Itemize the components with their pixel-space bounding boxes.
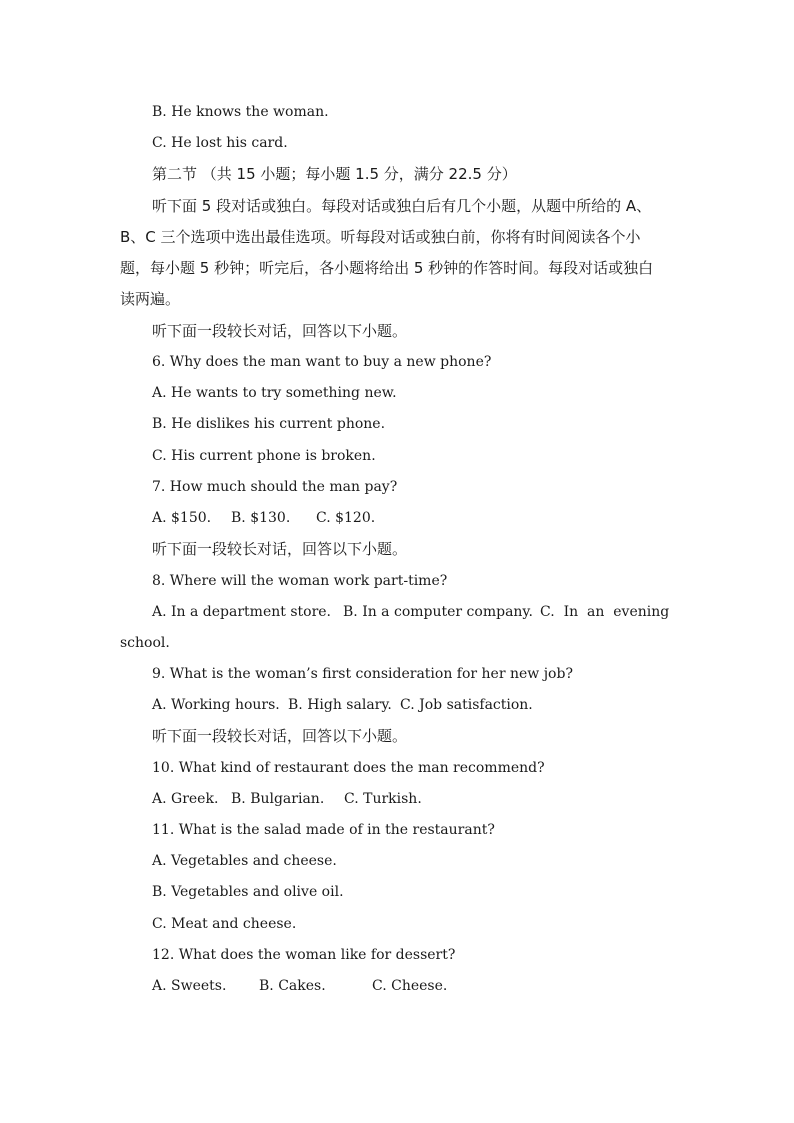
question-11: 11. What is the salad made of in the restaurant? (152, 822, 495, 838)
question-6: 6. Why does the man want to buy a new phone? (152, 354, 492, 370)
dialogue-intro: 听下面一段较长对话，回答以下小题。 (152, 727, 408, 745)
option-line: B. He knows the woman. (152, 104, 329, 120)
option-a: A. In a department store. (152, 604, 331, 620)
instruction-line: 读两遍。 (120, 290, 181, 308)
question-8: 8. Where will the woman work part-time? (152, 573, 448, 589)
option-a: A. $150. (152, 510, 212, 526)
option-a: A. Greek. (152, 791, 219, 807)
instruction-line: 听下面 5 段对话或独白。每段对话或独白后有几个小题，从题中所给的 A、 (152, 197, 652, 215)
option-b: B. Cakes. (259, 978, 326, 994)
options-row (152, 977, 448, 1067)
option-c: C. Cheese. (372, 978, 448, 994)
question-10: 10. What kind of restaurant does the man recommend? (152, 760, 545, 776)
option-b: B. High salary. (288, 697, 392, 713)
option-line: C. Meat and cheese. (152, 916, 297, 932)
option-c: C. Turkish. (344, 791, 422, 807)
option-a: A. Working hours. (152, 697, 280, 713)
option-b: B. $130. (231, 510, 291, 526)
dialogue-intro: 听下面一段较长对话，回答以下小题。 (152, 322, 408, 340)
instruction-line: 题，每小题 5 秒钟；听完后，各小题将给出 5 秒钟的作答时间。每段对话或独白 (120, 259, 654, 277)
question-7: 7. How much should the man pay? (152, 479, 398, 495)
option-b: B. In a computer company. (343, 604, 533, 620)
question-12: 12. What does the woman like for dessert? (152, 947, 456, 963)
instruction-line: B、C 三个选项中选出最佳选项。听每段对话或独白前，你将有时间阅读各个小 (120, 228, 641, 246)
dialogue-intro: 听下面一段较长对话，回答以下小题。 (152, 540, 408, 558)
option-c: C. Job satisfaction. (400, 697, 533, 713)
option-line: A. Vegetables and cheese. (152, 853, 337, 869)
option-c: C. In an evening (540, 604, 670, 620)
option-line: B. Vegetables and olive oil. (152, 884, 344, 900)
section-title: 第二节 （共 15 小题；每小题 1.5 分，满分 22.5 分） (152, 165, 517, 183)
option-a: A. Sweets. (152, 978, 227, 994)
option-line: C. His current phone is broken. (152, 448, 376, 464)
option-line: B. He dislikes his current phone. (152, 416, 386, 432)
option-line: A. He wants to try something new. (152, 385, 397, 401)
option-c: C. $120. (316, 510, 376, 526)
question-9: 9. What is the woman’s first consideration for her new job? (152, 666, 573, 682)
option-line: C. He lost his card. (152, 135, 288, 151)
option-b: B. Bulgarian. (231, 791, 325, 807)
option-line: school. (120, 635, 170, 651)
